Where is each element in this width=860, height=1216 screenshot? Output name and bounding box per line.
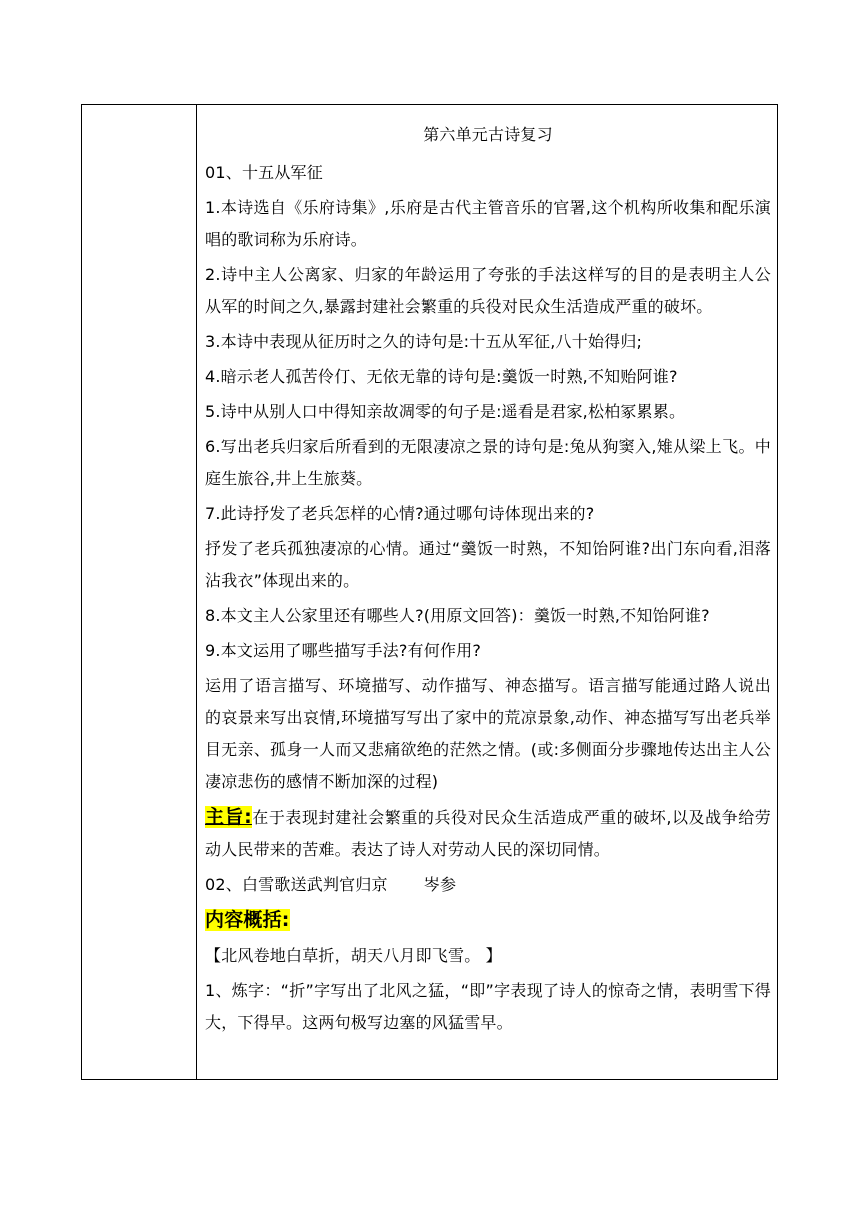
right-column [197,105,777,1079]
theme-label: 主旨: [205,806,252,828]
content [205,125,771,1042]
summary-label-line [205,904,771,937]
list-item: 5.诗中从别人口中得知亲故凋零的句子是:遥看是君家,松柏冢累累。 [205,402,686,421]
quote-line: 【北风卷地白草折，胡天八月即飞雪。 】 [205,946,502,965]
page-title: 第六单元古诗复习 [423,125,553,144]
section2-heading: 02、白雪歌送武判官归京 [205,875,388,894]
list-item: 3.本诗中表现从征历时之久的诗句是:十五从军征,八十始得归; [205,332,643,351]
list-item: 6.写出老兵归家后所看到的无限凄凉之景的诗句是:兔从狗窦入,雉从梁上飞。中庭生旅谷,井上生旅葵。 [205,437,771,488]
list-item: 2.诗中主人公离家、归家的年龄运用了夸张的手法这样写的目的是表明主人公从军的时间之久,暴露封建社会繁重的兵役对民众生活造成严重的破坏。 [205,265,771,316]
list-item: 8.本文主人公家里还有哪些人?(用原文回答)：羹饭一时熟,不知饴阿谁? [205,606,710,625]
list-item: 抒发了老兵孤独凄凉的心情。通过“羹饭一时熟，不知饴阿谁?出门东向看,泪落沾我衣”体现出来的。 [205,539,771,590]
section1-heading: 01、十五从军征 [205,163,323,182]
list-item: 9.本文运用了哪些描写手法?有何作用? [205,641,482,660]
theme-text: 在于表现封建社会繁重的兵役对民众生活造成严重的破坏,以及战争给劳动人民带来的苦难。表达了诗人对劳动人民的深切同情。 [205,808,771,859]
list-item: 4.暗示老人孤苦伶仃、无依无靠的诗句是:羹饭一时熟,不知贻阿谁? [205,367,678,386]
theme-paragraph [205,801,771,866]
section2-heading-line [205,869,771,901]
left-column [82,105,197,1079]
list-item: 7.此诗抒发了老兵怎样的心情?通过哪句诗体现出来的? [205,504,595,523]
section2-author: 岑参 [423,875,457,894]
review-table [81,104,778,1080]
list-item: 运用了语言描写、环境描写、动作描写、神态描写。语言描写能通过路人说出的哀景来写出哀情,环境描写写出了家中的荒凉景象,动作、神态描写写出老兵举目无亲、孤身一人而又悲痛欲绝的茫然之情。(或:多侧面分步骤地传达出主人公凄凉悲伤的感情不断加深的过程) [205,676,771,791]
list-item: 1.本诗选自《乐府诗集》,乐府是古代主管音乐的官署,这个机构所收集和配乐演唱的歌词称为乐府诗。 [205,198,771,249]
note-paragraph: 1、炼字：“折”字写出了北风之猛，“即”字表现了诗人的惊奇之情，表明雪下得大，下得早。这两句极写边塞的风猛雪早。 [205,981,771,1032]
summary-label: 内容概括: [205,909,290,931]
